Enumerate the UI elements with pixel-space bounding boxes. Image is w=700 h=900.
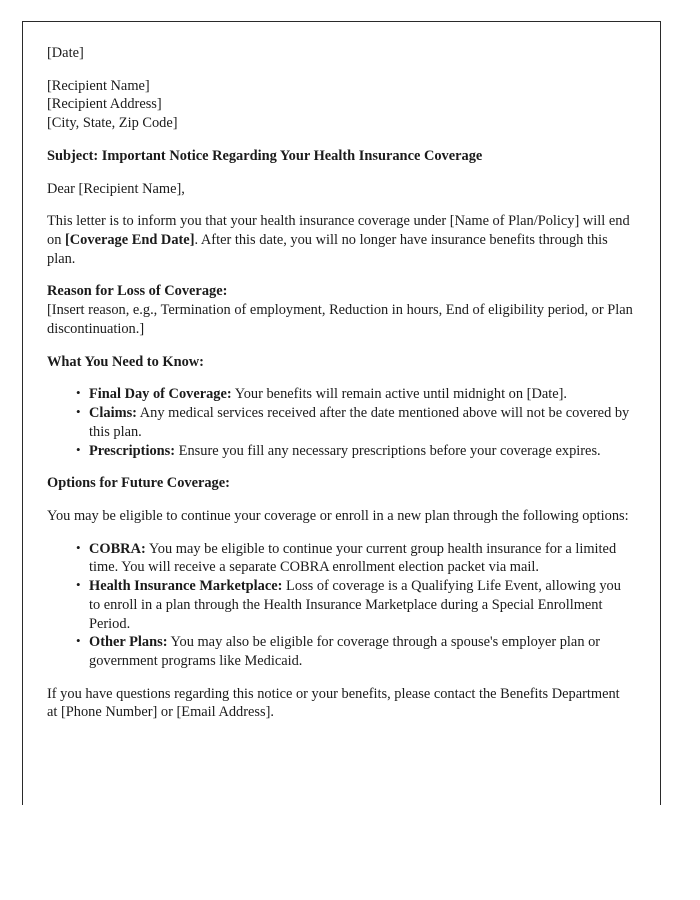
document-page-frame (22, 21, 661, 805)
list-item-label: Health Insurance Marketplace: (89, 578, 283, 595)
coverage-end-date-emphasis: [Coverage End Date] (65, 232, 195, 249)
list-item (76, 404, 633, 441)
subject-line: Subject: Important Notice Regarding Your Health Insurance Coverage (47, 147, 483, 164)
recipient-name: [Recipient Name] (47, 77, 150, 94)
recipient-address: [Recipient Address] (47, 96, 162, 113)
list-item (76, 385, 633, 404)
salutation: Dear [Recipient Name], (47, 180, 185, 197)
need-to-know-list (47, 385, 633, 460)
bullet-icon: • (76, 404, 81, 420)
opening-paragraph-part1: This letter is to inform you that your health insurance coverage under [Name of Plan/Policy] will end on (47, 213, 630, 249)
reason-section-body: [Insert reason, e.g., Termination of employment, Reduction in hours, End of eligibility period, or Plan discontinuation.] (47, 302, 633, 337)
options-section-intro: You may be eligible to continue your coverage or enroll in a new plan through the following options: (47, 507, 629, 524)
list-item (76, 577, 633, 633)
opening-paragraph-part2: . After this date, you will no longer have insurance benefits through this plan. (47, 232, 608, 267)
recipient-city-state-zip: [City, State, Zip Code] (47, 115, 178, 132)
list-item (76, 633, 633, 670)
bullet-icon: • (76, 633, 81, 649)
letter-body (47, 44, 633, 736)
bullet-icon: • (76, 441, 81, 457)
list-item-text: Your benefits will remain active until midnight on [Date]. (231, 386, 568, 403)
list-item-label: Claims: (89, 405, 137, 422)
list-item-label: Prescriptions: (89, 442, 176, 459)
bullet-icon: • (76, 385, 81, 401)
list-item-text: Any medical services received after the date mentioned above will not be covered by this plan. (89, 405, 630, 440)
list-item-text: You may also be eligible for coverage through a spouse's employer plan or government programs like Medicaid. (89, 634, 601, 669)
recipient-address-block (47, 77, 633, 133)
opening-paragraph (47, 212, 633, 268)
list-item-label: Final Day of Coverage: (89, 386, 232, 403)
bullet-icon: • (76, 577, 81, 593)
list-item-text: You may be eligible to continue your current group health insurance for a limited time. You will receive a separate COBRA enrollment election packet via mail. (89, 540, 617, 576)
reason-section-heading: Reason for Loss of Coverage: (47, 283, 228, 300)
options-list (47, 540, 633, 671)
closing-paragraph: If you have questions regarding this notice or your benefits, please contact the Benefits Department at [Phone Number] or [Email Address]. (47, 685, 620, 721)
list-item (76, 539, 633, 577)
list-item-text: Ensure you fill any necessary prescriptions before your coverage expires. (175, 442, 601, 459)
list-item-text: Loss of coverage is a Qualifying Life Event, allowing you to enroll in a plan through the Health Insurance Marketplace during a Special Enrollment Period. (89, 578, 621, 632)
list-item (76, 441, 633, 461)
list-item-label: COBRA: (89, 540, 146, 557)
date-line: [Date] (47, 45, 84, 61)
need-to-know-heading: What You Need to Know: (47, 353, 204, 370)
bullet-icon: • (76, 539, 81, 555)
list-item-label: Other Plans: (89, 634, 168, 651)
options-section-heading: Options for Future Coverage: (47, 475, 230, 492)
